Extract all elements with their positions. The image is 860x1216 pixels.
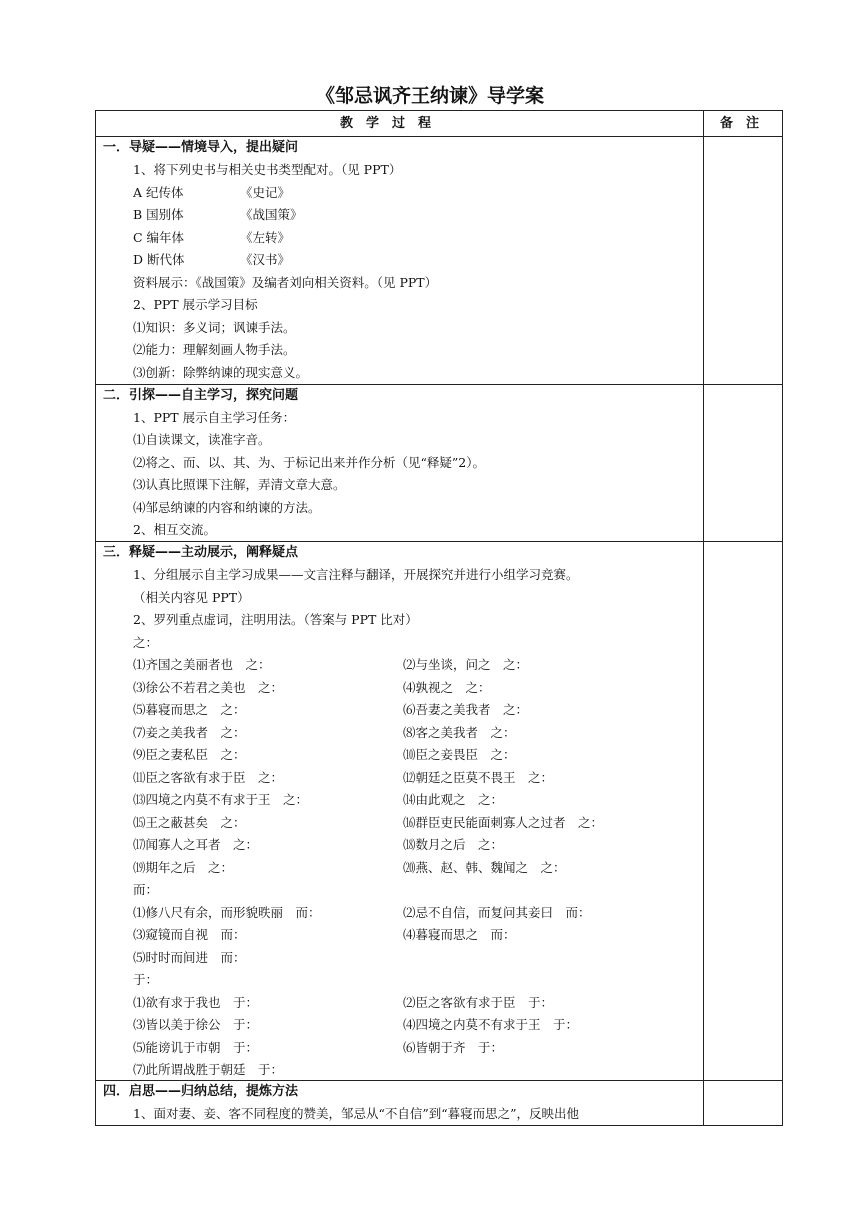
- exercise-item: ⑴欲有求于我也 于：: [133, 995, 259, 1010]
- section-heading: 二．引探——自主学习，探究问题: [103, 388, 299, 403]
- text-line: 1、将下列史书与相关史书类型配对。（见 PPT）: [133, 162, 402, 177]
- book-title: 《战国策》: [240, 207, 303, 222]
- section-heading: 四．启思——归纳总结，提炼方法: [103, 1084, 299, 1099]
- text-line: 资料展示：《战国策》及编者刘向相关资料。（见 PPT）: [133, 275, 438, 290]
- exercise-item: ⒁由此观之 之：: [403, 792, 504, 807]
- text-line: 1、PPT 展示自主学习任务：: [133, 410, 296, 425]
- exercise-item: ⑹吾妻之美我者 之：: [403, 702, 529, 717]
- exercise-item: ⑷四境之内莫不有求于王 于：: [403, 1017, 579, 1032]
- text-line: B 国别体: [133, 207, 184, 222]
- exercise-item: ⑶徐公不若君之美也 之：: [133, 680, 284, 695]
- text-line: （相关内容见 PPT）: [133, 590, 250, 605]
- exercise-item: ⑴齐国之美丽者也 之：: [133, 657, 271, 672]
- header-notes: 备 注: [720, 116, 760, 131]
- exercise-item: ⒂王之蔽甚矣 之：: [133, 815, 246, 830]
- text-line: 2、相互交流。: [133, 522, 216, 537]
- text-line: ⑵能力：理解刻画人物手法。: [133, 342, 296, 357]
- exercise-item: ⑷暮寝而思之 而：: [403, 927, 516, 942]
- exercise-item: ⑼臣之妻私臣 之：: [133, 747, 246, 762]
- exercise-item: ⑷孰视之 之：: [403, 680, 491, 695]
- exercise-item: ⑻客之美我者 之：: [403, 725, 516, 740]
- exercise-item: ⑽臣之妾畏臣 之：: [403, 747, 516, 762]
- exercise-item: ⑴修八尺有余，而形貌昳丽 而：: [133, 905, 321, 920]
- section-heading: 一．导疑——情境导入，提出疑问: [103, 140, 299, 155]
- exercise-item: ⒇燕、赵、韩、魏闻之 之：: [403, 860, 566, 875]
- exercise-item: ⒀四境之内莫不有求于王 之：: [133, 792, 309, 807]
- page-title: 《邹忌讽齐王纳谏》导学案: [315, 85, 544, 107]
- text-line: ⑶认真比照课下注解，弄清文章大意。: [133, 477, 346, 492]
- column-divider: [703, 110, 704, 1126]
- section-heading: 三．释疑——主动展示，阐释疑点: [103, 545, 299, 560]
- book-title: 《左转》: [240, 230, 291, 245]
- text-line: ⑴自读课文，读准字音。: [133, 432, 271, 447]
- text-line: A 纪传体: [133, 185, 184, 200]
- exercise-item: ⑵与坐谈，问之 之：: [403, 657, 529, 672]
- book-title: 《汉书》: [240, 252, 291, 267]
- exercise-item: ⑿朝廷之臣莫不畏王 之：: [403, 770, 554, 785]
- exercise-item: ⒆期年之后 之：: [133, 860, 234, 875]
- exercise-item: ⑹皆朝于齐 于：: [403, 1040, 504, 1055]
- header-process: 教 学 过 程: [340, 116, 432, 131]
- exercise-item: ⑺妾之美我者 之：: [133, 725, 246, 740]
- exercise-item: ⑸能谤讥于市朝 于：: [133, 1040, 259, 1055]
- text-line: ⑶创新：除弊纳谏的现实意义。: [133, 365, 309, 380]
- text-line: 1、面对妻、妾、客不同程度的赞美，邹忌从“不自信”到“暮寝而思之”，反映出他: [133, 1106, 580, 1121]
- exercise-item: ⑺此所谓战胜于朝廷 于：: [133, 1062, 284, 1077]
- exercise-item: ⑵臣之客欲有求于臣 于：: [403, 995, 554, 1010]
- text-line: 2、PPT 展示学习目标: [133, 297, 258, 312]
- group-label: 之：: [133, 635, 159, 650]
- text-line: D 断代体: [133, 252, 185, 267]
- exercise-item: ⑶窥镜而自视 而：: [133, 927, 246, 942]
- book-title: 《史记》: [240, 185, 291, 200]
- text-line: ⑴知识：多义词；讽谏手法。: [133, 320, 296, 335]
- exercise-item: ⑾臣之客欲有求于臣 之：: [133, 770, 284, 785]
- exercise-item: ⑵忌不自信，而复问其妾曰 而：: [403, 905, 591, 920]
- exercise-item: ⑸暮寝而思之 之：: [133, 702, 246, 717]
- text-line: ⑷邹忌纳谏的内容和纳谏的方法。: [133, 500, 321, 515]
- exercise-item: ⒃群臣吏民能面刺寡人之过者 之：: [403, 815, 604, 830]
- text-line: 1、分组展示自主学习成果——文言注释与翻译，开展探究并进行小组学习竞赛。: [133, 567, 579, 582]
- group-label: 而：: [133, 882, 159, 897]
- text-line: 2、罗列重点虚词，注明用法。（答案与 PPT 比对）: [133, 612, 418, 627]
- exercise-item: ⒅数月之后 之：: [403, 837, 504, 852]
- exercise-item: ⑶皆以美于徐公 于：: [133, 1017, 259, 1032]
- text-line: ⑵将之、而、以、其、为、于标记出来并作分析（见“释疑”2）。: [133, 455, 485, 470]
- text-line: C 编年体: [133, 230, 185, 245]
- exercise-item: ⒄闻寡人之耳者 之：: [133, 837, 259, 852]
- group-label: 于：: [133, 972, 159, 987]
- exercise-item: ⑸时时而间进 而：: [133, 950, 246, 965]
